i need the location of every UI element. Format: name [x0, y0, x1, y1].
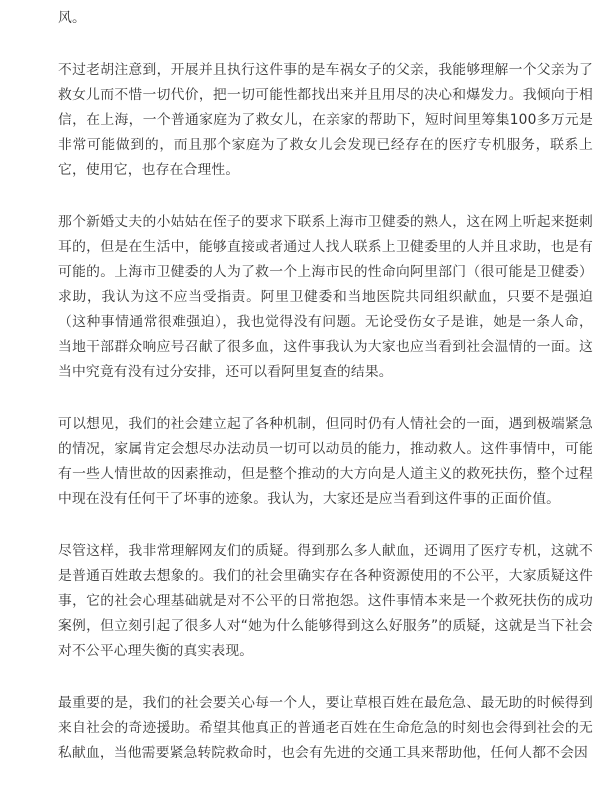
article-paragraph-4: 可以想见，我们的社会建立起了各种机制，但同时仍有人情社会的一面，遇到极端紧急的情况，家属肯定会想尽办法动员一切可以动员的能力，推动救人。这件事情中，可能有一些人情世故的因素推动，但是整个推动的大方向是人道主义的救死扶伤，整个过程中现在没有任何干了坏事的迹象。我认为，大家还是应当看到这件事的正面价值。	[58, 416, 593, 507]
article-paragraph-1: 风。	[58, 10, 86, 26]
article-paragraph-2: 不过老胡注意到，开展并且执行这件事的是车祸女子的父亲，我能够理解一个父亲为了救女儿而不惜一切代价，把一切可能性都找出来并且用尽的决心和爆发力。我倾向于相信，在上海，一个普通家庭为了救女儿，在亲家的帮助下，短时间里筹集100多万元是非常可能做到的，而且那个家庭为了救女儿会发现已经存在的医疗专机服务，联系上它，使用它，也存在合理性。	[58, 62, 593, 178]
article-paragraph-6: 最重要的是，我们的社会要关心每一个人，要让草根百姓在最危急、最无助的时候得到来自社会的奇迹援助。希望其他真正的普通老百姓在生命危急的时刻也会得到社会的无私献血，当他需要紧急转院救命时，也会有先进的交通工具来帮助他，任何人都不会因	[58, 695, 593, 761]
article-paragraph-5: 尽管这样，我非常理解网友们的质疑。得到那么多人献血，还调用了医疗专机，这就不是普通百姓敢去想象的。我们的社会里确实存在各种资源使用的不公平，大家质疑这件事，它的社会心理基础就是对不公平的日常抱怨。这件事情本来是一个救死扶伤的成功案例，但立刻引起了很多人对“她为什么能够得到这么好服务”的质疑，这就是当下社会对不公平心理失衡的真实表现。	[58, 543, 593, 659]
article-paragraph-3: 那个新婚丈夫的小姑姑在侄子的要求下联系上海市卫健委的熟人，这在网上听起来挺刺耳的，但是在生活中，能够直接或者通过人找人联系上卫健委里的人并且求助，也是有可能的。上海市卫健委的人为了救一个上海市民的性命向阿里部门（很可能是卫健委）求助，我认为这不应当受指责。阿里卫健委和当地医院共同组织献血，只要不是强迫（这种事情通常很难强迫），我也觉得没有问题。无论受伤女子是谁，她是一条人命，当地干部群众响应号召献了很多血，这件事我认为大家也应当看到社会温情的一面。这当中究竟有没有过分安排，还可以看阿里复查的结果。	[58, 214, 593, 380]
